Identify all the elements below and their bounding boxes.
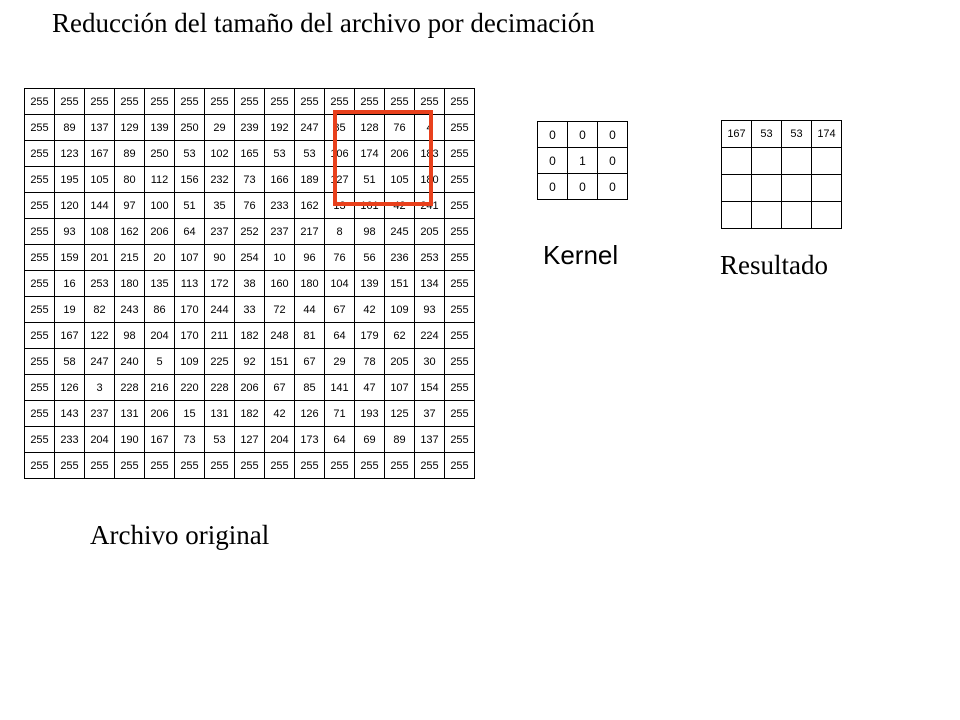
original-grid-cell: 255	[325, 453, 355, 479]
original-grid-cell: 162	[295, 193, 325, 219]
original-grid-cell: 170	[175, 323, 205, 349]
original-grid-cell: 204	[145, 323, 175, 349]
original-grid-cell: 162	[115, 219, 145, 245]
original-grid-cell: 255	[445, 115, 475, 141]
original-grid-cell: 127	[235, 427, 265, 453]
original-grid-cell: 120	[55, 193, 85, 219]
original-grid-row	[25, 375, 475, 401]
original-grid-row	[25, 401, 475, 427]
original-grid-cell: 255	[445, 89, 475, 115]
original-grid-cell: 82	[85, 297, 115, 323]
kernel-window-highlight	[333, 110, 433, 206]
original-grid-cell: 255	[25, 245, 55, 271]
original-grid-row	[25, 453, 475, 479]
original-grid-cell: 3	[85, 375, 115, 401]
original-grid-cell: 35	[205, 193, 235, 219]
original-grid-row	[25, 245, 475, 271]
original-grid-cell: 216	[145, 375, 175, 401]
original-grid-cell: 255	[25, 323, 55, 349]
original-grid-cell: 42	[355, 297, 385, 323]
original-grid-cell: 255	[55, 453, 85, 479]
result-grid-cell	[782, 202, 812, 229]
original-grid-cell: 42	[265, 401, 295, 427]
original-grid-cell: 228	[115, 375, 145, 401]
original-grid-cell: 161	[355, 193, 385, 219]
original-grid-cell: 254	[235, 245, 265, 271]
original-grid-cell: 131	[205, 401, 235, 427]
original-grid-row	[25, 271, 475, 297]
original-grid-cell: 135	[145, 271, 175, 297]
original-grid-cell: 108	[85, 219, 115, 245]
original-grid-cell: 125	[385, 401, 415, 427]
kernel-grid-row	[538, 122, 628, 148]
original-grid-cell: 128	[355, 115, 385, 141]
original-grid-cell: 255	[355, 453, 385, 479]
kernel-grid-cell: 0	[538, 148, 568, 174]
result-grid	[721, 120, 842, 229]
original-grid-cell: 85	[295, 375, 325, 401]
original-grid-cell: 255	[445, 193, 475, 219]
kernel-grid-cell: 0	[568, 122, 598, 148]
original-grid-cell: 255	[25, 271, 55, 297]
kernel-grid-cell: 0	[598, 122, 628, 148]
original-grid-cell: 167	[85, 141, 115, 167]
original-grid-cell: 255	[25, 297, 55, 323]
original-grid-cell: 220	[175, 375, 205, 401]
original-grid-cell: 247	[85, 349, 115, 375]
original-grid-cell: 255	[175, 89, 205, 115]
original-grid-cell: 201	[85, 245, 115, 271]
original-grid-cell: 255	[265, 89, 295, 115]
original-grid-cell: 182	[235, 401, 265, 427]
original-grid-cell: 139	[145, 115, 175, 141]
original-grid-cell: 255	[25, 115, 55, 141]
original-grid-cell: 190	[115, 427, 145, 453]
original-grid-cell: 64	[175, 219, 205, 245]
original-grid-cell: 255	[445, 271, 475, 297]
original-grid-cell: 42	[385, 193, 415, 219]
original-grid-cell: 159	[55, 245, 85, 271]
original-grid-cell: 255	[25, 89, 55, 115]
original-grid-cell: 255	[25, 193, 55, 219]
kernel-grid-cell: 0	[598, 174, 628, 200]
original-grid-cell: 255	[445, 401, 475, 427]
original-grid-cell: 89	[115, 141, 145, 167]
original-grid-cell: 255	[415, 453, 445, 479]
original-grid-cell: 80	[115, 167, 145, 193]
original-grid-cell: 255	[385, 453, 415, 479]
original-grid-cell: 189	[295, 167, 325, 193]
original-grid-cell: 255	[115, 89, 145, 115]
original-grid-cell: 252	[235, 219, 265, 245]
original-grid-cell: 89	[55, 115, 85, 141]
original-grid-cell: 204	[85, 427, 115, 453]
original-grid-cell: 109	[175, 349, 205, 375]
original-grid-cell: 255	[25, 219, 55, 245]
original-grid-cell: 126	[55, 375, 85, 401]
kernel-grid-cell: 0	[568, 174, 598, 200]
result-grid-cell: 53	[782, 121, 812, 148]
original-grid-cell: 255	[385, 89, 415, 115]
original-grid-cell: 255	[445, 375, 475, 401]
original-grid-cell: 233	[265, 193, 295, 219]
original-grid-cell: 245	[385, 219, 415, 245]
original-grid-cell: 255	[355, 89, 385, 115]
original-grid-cell: 137	[415, 427, 445, 453]
original-grid-row	[25, 297, 475, 323]
original-grid-cell: 255	[205, 453, 235, 479]
result-grid-cell	[752, 202, 782, 229]
original-grid-cell: 107	[385, 375, 415, 401]
original-grid-row	[25, 427, 475, 453]
kernel-grid-cell: 0	[538, 174, 568, 200]
original-grid-cell: 16	[55, 271, 85, 297]
result-grid-cell	[752, 175, 782, 202]
original-grid-cell: 58	[55, 349, 85, 375]
original-grid-cell: 255	[445, 297, 475, 323]
kernel-grid-cell: 0	[538, 122, 568, 148]
result-grid-cell	[722, 148, 752, 175]
original-grid-cell: 215	[115, 245, 145, 271]
original-grid-cell: 204	[265, 427, 295, 453]
original-grid-cell: 217	[295, 219, 325, 245]
original-grid-cell: 85	[325, 115, 355, 141]
original-grid-cell: 255	[325, 89, 355, 115]
original-grid-cell: 160	[265, 271, 295, 297]
original-grid-cell: 19	[55, 297, 85, 323]
original-grid-cell: 89	[385, 427, 415, 453]
page-title: Reducción del tamaño del archivo por decimación	[52, 8, 595, 38]
original-grid-cell: 244	[205, 297, 235, 323]
original-grid-cell: 47	[355, 375, 385, 401]
original-grid-cell: 255	[445, 167, 475, 193]
original-grid-cell: 253	[415, 245, 445, 271]
original-grid-cell: 228	[205, 375, 235, 401]
original-grid-cell: 167	[145, 427, 175, 453]
original-grid-cell: 131	[115, 401, 145, 427]
original-grid-cell: 206	[145, 219, 175, 245]
original-grid-cell: 53	[175, 141, 205, 167]
original-grid-cell: 78	[355, 349, 385, 375]
original-grid-cell: 250	[145, 141, 175, 167]
original-grid-cell: 98	[355, 219, 385, 245]
original-grid-cell: 51	[355, 167, 385, 193]
result-grid-cell	[782, 175, 812, 202]
original-grid-cell: 38	[235, 271, 265, 297]
original-grid-cell: 232	[205, 167, 235, 193]
original-grid-cell: 93	[415, 297, 445, 323]
original-grid-cell: 29	[205, 115, 235, 141]
original-grid-cell: 151	[385, 271, 415, 297]
result-grid-row	[722, 148, 842, 175]
original-grid-cell: 255	[235, 453, 265, 479]
original-grid-cell: 253	[85, 271, 115, 297]
result-grid-row	[722, 202, 842, 229]
original-grid-cell: 5	[145, 349, 175, 375]
original-grid-cell: 255	[445, 453, 475, 479]
original-grid-cell: 237	[205, 219, 235, 245]
result-grid-cell: 53	[752, 121, 782, 148]
original-grid-cell: 73	[235, 167, 265, 193]
original-grid-cell: 250	[175, 115, 205, 141]
original-grid-cell: 81	[295, 323, 325, 349]
kernel-grid-row	[538, 174, 628, 200]
original-grid-cell: 179	[355, 323, 385, 349]
original-grid-cell: 72	[265, 297, 295, 323]
original-grid-cell: 144	[85, 193, 115, 219]
original-grid-cell: 53	[265, 141, 295, 167]
original-grid-cell: 180	[115, 271, 145, 297]
original-grid-cell: 105	[85, 167, 115, 193]
original-grid-cell: 90	[205, 245, 235, 271]
original-grid-cell: 255	[115, 453, 145, 479]
original-grid-cell: 255	[295, 453, 325, 479]
original-grid-cell: 255	[55, 89, 85, 115]
original-grid-cell: 71	[325, 401, 355, 427]
original-grid-cell: 67	[325, 297, 355, 323]
original-grid-cell: 64	[325, 427, 355, 453]
original-grid-cell: 113	[175, 271, 205, 297]
original-grid-cell: 172	[205, 271, 235, 297]
original-grid-cell: 62	[385, 323, 415, 349]
original-grid-cell: 225	[205, 349, 235, 375]
result-grid-cell	[722, 175, 752, 202]
original-grid-cell: 237	[85, 401, 115, 427]
original-grid-cell: 248	[265, 323, 295, 349]
original-grid-cell: 205	[415, 219, 445, 245]
original-grid-cell: 255	[445, 141, 475, 167]
original-grid-cell: 154	[415, 375, 445, 401]
original-grid-cell: 173	[295, 427, 325, 453]
original-grid-cell: 255	[85, 89, 115, 115]
original-grid-cell: 76	[385, 115, 415, 141]
original-grid-cell: 64	[325, 323, 355, 349]
original-grid-cell: 182	[235, 323, 265, 349]
original-grid-cell: 139	[355, 271, 385, 297]
original-grid-cell: 44	[295, 297, 325, 323]
original-grid-cell: 255	[145, 89, 175, 115]
original-grid-cell: 255	[445, 245, 475, 271]
original-grid-cell: 206	[145, 401, 175, 427]
original-grid-cell: 192	[265, 115, 295, 141]
original-grid-cell: 237	[265, 219, 295, 245]
original-grid-cell: 96	[295, 245, 325, 271]
original-grid-row	[25, 349, 475, 375]
result-grid-cell: 167	[722, 121, 752, 148]
original-grid-cell: 211	[205, 323, 235, 349]
original-grid-cell: 109	[385, 297, 415, 323]
original-grid-cell: 166	[265, 167, 295, 193]
kernel-grid-row	[538, 148, 628, 174]
original-grid-cell: 102	[205, 141, 235, 167]
result-grid-cell	[722, 202, 752, 229]
original-grid-cell: 255	[235, 89, 265, 115]
result-grid-cell	[812, 148, 842, 175]
result-grid-cell	[812, 175, 842, 202]
original-grid-cell: 141	[325, 375, 355, 401]
original-grid-cell: 107	[175, 245, 205, 271]
original-grid-cell: 15	[175, 401, 205, 427]
original-grid-cell: 53	[295, 141, 325, 167]
original-grid-cell: 105	[385, 167, 415, 193]
original-grid-cell: 180	[415, 167, 445, 193]
original-grid-cell: 170	[175, 297, 205, 323]
original-grid-cell: 240	[115, 349, 145, 375]
original-grid-cell: 104	[325, 271, 355, 297]
result-grid-row	[722, 175, 842, 202]
kernel-grid-cell: 0	[598, 148, 628, 174]
original-grid-cell: 86	[145, 297, 175, 323]
original-grid-cell: 122	[85, 323, 115, 349]
original-grid-cell: 20	[145, 245, 175, 271]
original-caption: Archivo original	[90, 520, 270, 550]
original-grid-cell: 255	[25, 141, 55, 167]
original-grid-cell: 106	[325, 141, 355, 167]
original-grid-cell: 127	[325, 167, 355, 193]
original-grid-cell: 67	[295, 349, 325, 375]
original-grid-cell: 255	[25, 375, 55, 401]
result-grid-cell	[812, 202, 842, 229]
original-grid-cell: 174	[355, 141, 385, 167]
original-grid-cell: 180	[295, 271, 325, 297]
original-grid-cell: 243	[115, 297, 145, 323]
original-grid-cell: 206	[385, 141, 415, 167]
original-grid-cell: 255	[25, 401, 55, 427]
original-grid-cell: 112	[145, 167, 175, 193]
original-grid-cell: 92	[235, 349, 265, 375]
original-grid-cell: 137	[85, 115, 115, 141]
original-grid-cell: 56	[355, 245, 385, 271]
original-grid-cell: 134	[415, 271, 445, 297]
original-grid-cell: 255	[445, 323, 475, 349]
original-grid-cell: 67	[265, 375, 295, 401]
original-grid-cell: 129	[115, 115, 145, 141]
original-grid-cell: 76	[235, 193, 265, 219]
original-grid-cell: 224	[415, 323, 445, 349]
original-grid-cell: 255	[25, 427, 55, 453]
original-grid-cell: 183	[415, 141, 445, 167]
original-grid-cell: 255	[415, 89, 445, 115]
original-grid-cell: 53	[205, 427, 235, 453]
original-grid-cell: 255	[85, 453, 115, 479]
original-grid-cell: 255	[205, 89, 235, 115]
original-grid-cell: 167	[55, 323, 85, 349]
original-grid-cell: 165	[235, 141, 265, 167]
original-grid-cell: 255	[175, 453, 205, 479]
original-grid-cell: 255	[265, 453, 295, 479]
original-grid-cell: 37	[415, 401, 445, 427]
original-grid-cell: 93	[55, 219, 85, 245]
result-grid-cell	[752, 148, 782, 175]
kernel-grid	[537, 121, 628, 200]
original-grid-cell: 98	[115, 323, 145, 349]
original-grid-cell: 241	[415, 193, 445, 219]
original-grid-cell: 8	[325, 219, 355, 245]
original-grid-cell: 255	[145, 453, 175, 479]
original-grid-cell: 206	[235, 375, 265, 401]
original-grid-cell: 51	[175, 193, 205, 219]
original-grid-cell: 123	[55, 141, 85, 167]
original-grid-cell: 255	[445, 427, 475, 453]
kernel-grid-cell: 1	[568, 148, 598, 174]
result-grid-cell: 174	[812, 121, 842, 148]
original-grid-cell: 10	[265, 245, 295, 271]
original-grid-cell: 255	[25, 453, 55, 479]
original-grid-cell: 151	[265, 349, 295, 375]
original-grid-cell: 195	[55, 167, 85, 193]
original-grid-cell: 236	[385, 245, 415, 271]
result-caption: Resultado	[720, 250, 828, 280]
original-grid-cell: 73	[175, 427, 205, 453]
result-grid-cell	[782, 148, 812, 175]
original-grid-cell: 255	[295, 89, 325, 115]
original-grid-cell: 156	[175, 167, 205, 193]
original-grid-cell: 126	[295, 401, 325, 427]
original-grid-row	[25, 219, 475, 245]
original-grid-cell: 233	[55, 427, 85, 453]
original-grid-cell: 255	[25, 349, 55, 375]
original-grid-cell: 239	[235, 115, 265, 141]
original-grid-row	[25, 323, 475, 349]
original-grid-cell: 247	[295, 115, 325, 141]
original-grid-cell: 69	[355, 427, 385, 453]
original-grid-cell: 255	[445, 219, 475, 245]
original-grid-cell: 76	[325, 245, 355, 271]
original-grid-cell: 30	[415, 349, 445, 375]
original-grid-cell: 100	[145, 193, 175, 219]
original-grid-cell: 13	[325, 193, 355, 219]
original-grid-cell: 4	[415, 115, 445, 141]
original-grid-cell: 193	[355, 401, 385, 427]
original-grid-cell: 143	[55, 401, 85, 427]
original-grid-cell: 205	[385, 349, 415, 375]
original-grid-cell: 255	[25, 167, 55, 193]
kernel-caption: Kernel	[543, 240, 619, 270]
original-grid-cell: 255	[445, 349, 475, 375]
original-grid-cell: 29	[325, 349, 355, 375]
original-grid-cell: 97	[115, 193, 145, 219]
original-grid-cell: 33	[235, 297, 265, 323]
result-grid-row	[722, 121, 842, 148]
